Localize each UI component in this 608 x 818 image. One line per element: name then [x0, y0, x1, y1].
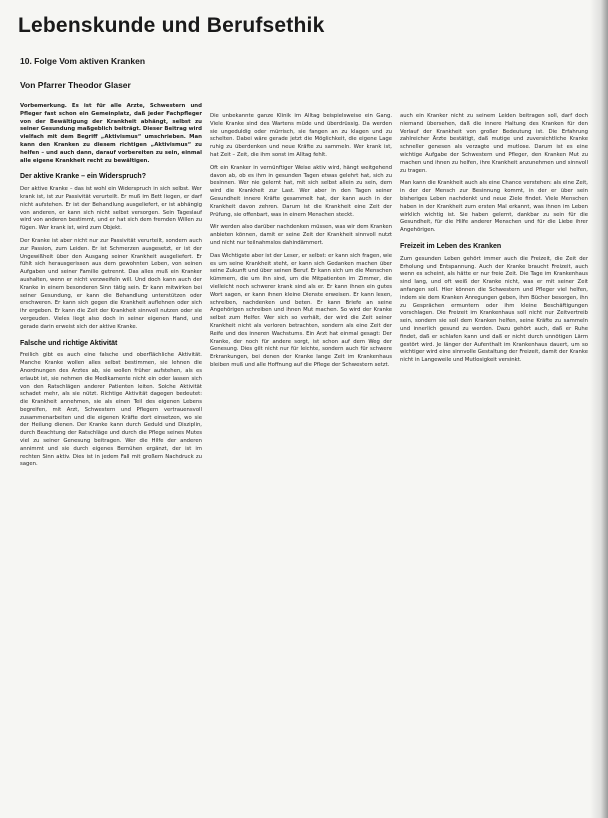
article-title: Lebenskunde und Berufsethik — [18, 14, 325, 37]
body-paragraph: Zum gesunden Leben gehört immer auch die Freizeit, die Zeit der Erholung und Entspannung. Auch der Kranke braucht Freizeit, auch wenn es scheint, als hätte er nur freie Zeit. Die Tage im Krankenhaus sind lang, und oft weiß der Kranke nicht, was er mit seiner Zeit anfangen soll. Hier können die Schwestern und Pfleger viel helfen, indem sie dem Kranken Anregungen geben, ihm Bücher besorgen, ihn zu Gesprächen ermuntern oder ihm kleine Beschäftigungen vorschlagen. Die Freizeit im Krankenhaus soll nicht nur Zeitvertreib sein, sondern sie soll dem Kranken helfen, seine Kräfte zu sammeln und innerlich gesund zu werden. Dazu gehört auch, daß er Ruhe findet, daß er schlafen kann und daß er nicht durch unnötigen Lärm gestört wird. Je länger der Aufenthalt im Krankenhaus dauert, um so wichtiger wird eine sinnvolle Gestaltung der Freizeit, damit der Kranke nicht in Langeweile und Mutlosigkeit versinkt. — [400, 255, 588, 364]
article-author: Von Pfarrer Theodor Glaser — [20, 80, 131, 90]
text-column-3 — [400, 113, 588, 809]
body-paragraph: auch ein Kranker nicht zu seinem Leiden beitragen soll, darf doch niemand übersehen, daß die innere Haltung des Kranken für den Verlauf der Krankheit von großer Bedeutung ist. Die Erfahrung zahlreicher Ärzte bestätigt, daß mutige und zuversichtliche Kranke schneller genesen als verzagte und mutlose. Darum ist es eine wichtige Aufgabe der Schwestern und Pfleger, den Kranken Mut zu machen und ihnen zu helfen, ihre Krankheit anzunehmen und sinnvoll zu tragen. — [400, 113, 588, 174]
body-paragraph: Freilich gibt es auch eine falsche und oberflächliche Aktivität. Manche Kranke wollen alles selbst bestimmen, sie lehnen die Anordnungen des Arztes ab, sie wollen früher aufstehen, als es erlaubt ist, sie nehmen die Medikamente nicht ein oder lassen sich von den Ratschlägen anderer Patienten leiten. Solche Aktivität schadet mehr, als sie nützt. Richtige Aktivität dagegen bedeutet: die Krankheit annehmen, sie als einen Teil des eigenen Lebens begreifen, mit Arzt, Schwestern und Pflegern vertrauensvoll zusammenarbeiten und die eigenen Kräfte dort einsetzen, wo sie der Heilung dienen. Der Kranke kann durch Geduld und Disziplin, durch Beachtung der Ratschläge und durch die Pflege seines Mutes viel zu seiner Genesung beitragen. Wer die Hilfe der anderen annimmt und sie durch eigenes Bemühen ergänzt, der ist im rechten Sinn aktiv. Dies ist in jedem Fall mit großem Nachdruck zu sagen. — [20, 352, 202, 468]
article-subtitle: 10. Folge Vom aktiven Kranken — [20, 56, 146, 66]
body-paragraph: Die unbekannte ganze Klinik im Alltag beispielsweise ein Gang. Viele Kranke sind des Wartens müde und überdrüssig. Da werden sie ungeduldig oder mürrisch, sie fangen an zu klagen und zu schelten. Dabei wäre gerade jetzt die Möglichkeit, die eigene Lage ruhig zu überdenken und neue Kräfte zu sammeln. Wer krank ist, hat Zeit – Zeit, die ihm sonst im Alltag fehlt. — [210, 113, 392, 158]
body-paragraph: Oft ein Kranker in vernünftiger Weise aktiv wird, hängt weitgehend davon ab, ob es ihm in gesunden Tagen etwas gelehrt hat, sich zu besinnen. Wer nie gelernt hat, mit sich selbst allein zu sein, dem wird die Krankheit zur Last. Wer aber in den Tagen seiner Gesundheit innere Kräfte gesammelt hat, der kann auch in der Krankheit davon zehren. Darum ist die Krankheit eine Zeit der Prüfung, sie offenbart, was in einem Menschen steckt. — [210, 164, 392, 218]
section-heading: Der aktive Kranke – ein Widerspruch? — [20, 173, 146, 181]
text-column-2 — [210, 113, 392, 809]
body-paragraph: Der Kranke ist aber nicht nur zur Passivität verurteilt, sondern auch zur Passion, zum Leiden. Er ist Schmerzen ausgesetzt, er ist der Ungewißheit über den Ausgang seiner Krankheit ausgeliefert. Er fühlt sich herausgerissen aus dem gewohnten Leben, von seinen Aufgaben und seiner Familie getrennt. Das alles muß ein Kranker aushalten, wenn er nicht verzweifeln will. Und doch kann auch der Kranke in einem besonderen Sinn tätig sein. Er kann mitwirken bei seiner Gesundung, er kann die Behandlung unterstützen oder erschweren. Er kann sich gegen die Krankheit auflehnen oder sich ihr ergeben. Er kann die Zeit der Krankheit sinnvoll nutzen oder sie vergeuden. Vieles liegt also doch in seiner eigenen Hand, und gerade darin erweist sich der aktive Kranke. — [20, 237, 202, 330]
section-heading: Falsche und richtige Aktivität — [20, 339, 118, 347]
body-paragraph: Man kann die Krankheit auch als eine Chance verstehen: als eine Zeit, in der der Mensch zur Besinnung kommt, in der er über sein bisheriges Leben nachdenkt und neue Ziele findet. Viele Menschen haben in der Krankheit zum ersten Mal erkannt, was ihnen im Leben wirklich wichtig ist. Sie haben gelernt, dankbar zu sein für die Gesundheit, für die Hilfe anderer Menschen und für die Liebe ihrer Angehörigen. — [400, 180, 588, 234]
text-column-1 — [20, 103, 202, 809]
section-heading: Freizeit im Leben des Kranken — [400, 242, 502, 250]
body-paragraph: Wir werden also darüber nachdenken müssen, was wir dem Kranken anbieten können, damit er seine Zeit der Krankheit sinnvoll nutzt und nicht nur teilnahmslos dahindämmert. — [210, 224, 392, 246]
body-paragraph: Der aktive Kranke – das ist wohl ein Widerspruch in sich selbst. Wer krank ist, ist zur Passivität verurteilt. Er muß im Bett liegen, er darf nicht aufstehen. Er ist der Behandlung ausgeliefert, er ist abhängig von anderen, er kann sich nicht selbst versorgen. Sein Tageslauf wird von anderen bestimmt, und er hat sich dem fremden Willen zu fügen. Wer krank ist, wird zum Objekt. — [20, 186, 202, 232]
lead-paragraph: Vorbemerkung. Es ist für alle Ärzte, Schwestern und Pfleger fast schon ein Gemeinplatz, daß jeder Fachpfleger von der Bewältigung der Krankheit abhängt, selbst zu seiner Gesundung maßgeblich beiträgt. Dieser Beitrag wird vielfach mit dem Begriff „Aktivismus“ umschrieben. Man kann den Kranken zu diesem richtigen „Aktivismus“ zu helfen – und auch dann, darauf vorbereiten zu sein, einmal alle eigene Krankheit recht zu bewältigen. — [20, 103, 202, 164]
page-binding-shadow — [590, 0, 608, 818]
body-paragraph: Das Wichtigste aber ist der Leser, er selbst: er kann sich fragen, wie es um seine Krankheit steht, er kann sich Gedanken machen über seine Zukunft und über seinen Beruf. Er kann sich um die Menschen kümmern, die um ihn sind, um die Mitpatienten im Zimmer, die vielleicht noch schwerer krank sind als er. Er kann ihnen ein gutes Wort sagen, er kann ihnen kleine Dienste erweisen. Er kann lesen, schreiben, nachdenken und beten. Er kann Briefe an seine Angehörigen schreiben und ihnen Mut machen. So wird der Kranke selbst zum Helfer. Wer sich so verhält, der wird die Zeit seiner Krankheit nicht als verloren betrachten, sondern als eine Zeit der Reife und des inneren Wachstums. Ein Arzt hat einmal gesagt: Der Kranke, der noch für andere sorgt, ist schon auf dem Weg der Genesung. Dies gilt nicht nur für leichte, sondern auch für schwere Erkrankungen, bei denen der Kranke lange Zeit im Krankenhaus bleiben muß und alle Hoffnung auf die Pflege der Schwestern setzt. — [210, 252, 392, 368]
